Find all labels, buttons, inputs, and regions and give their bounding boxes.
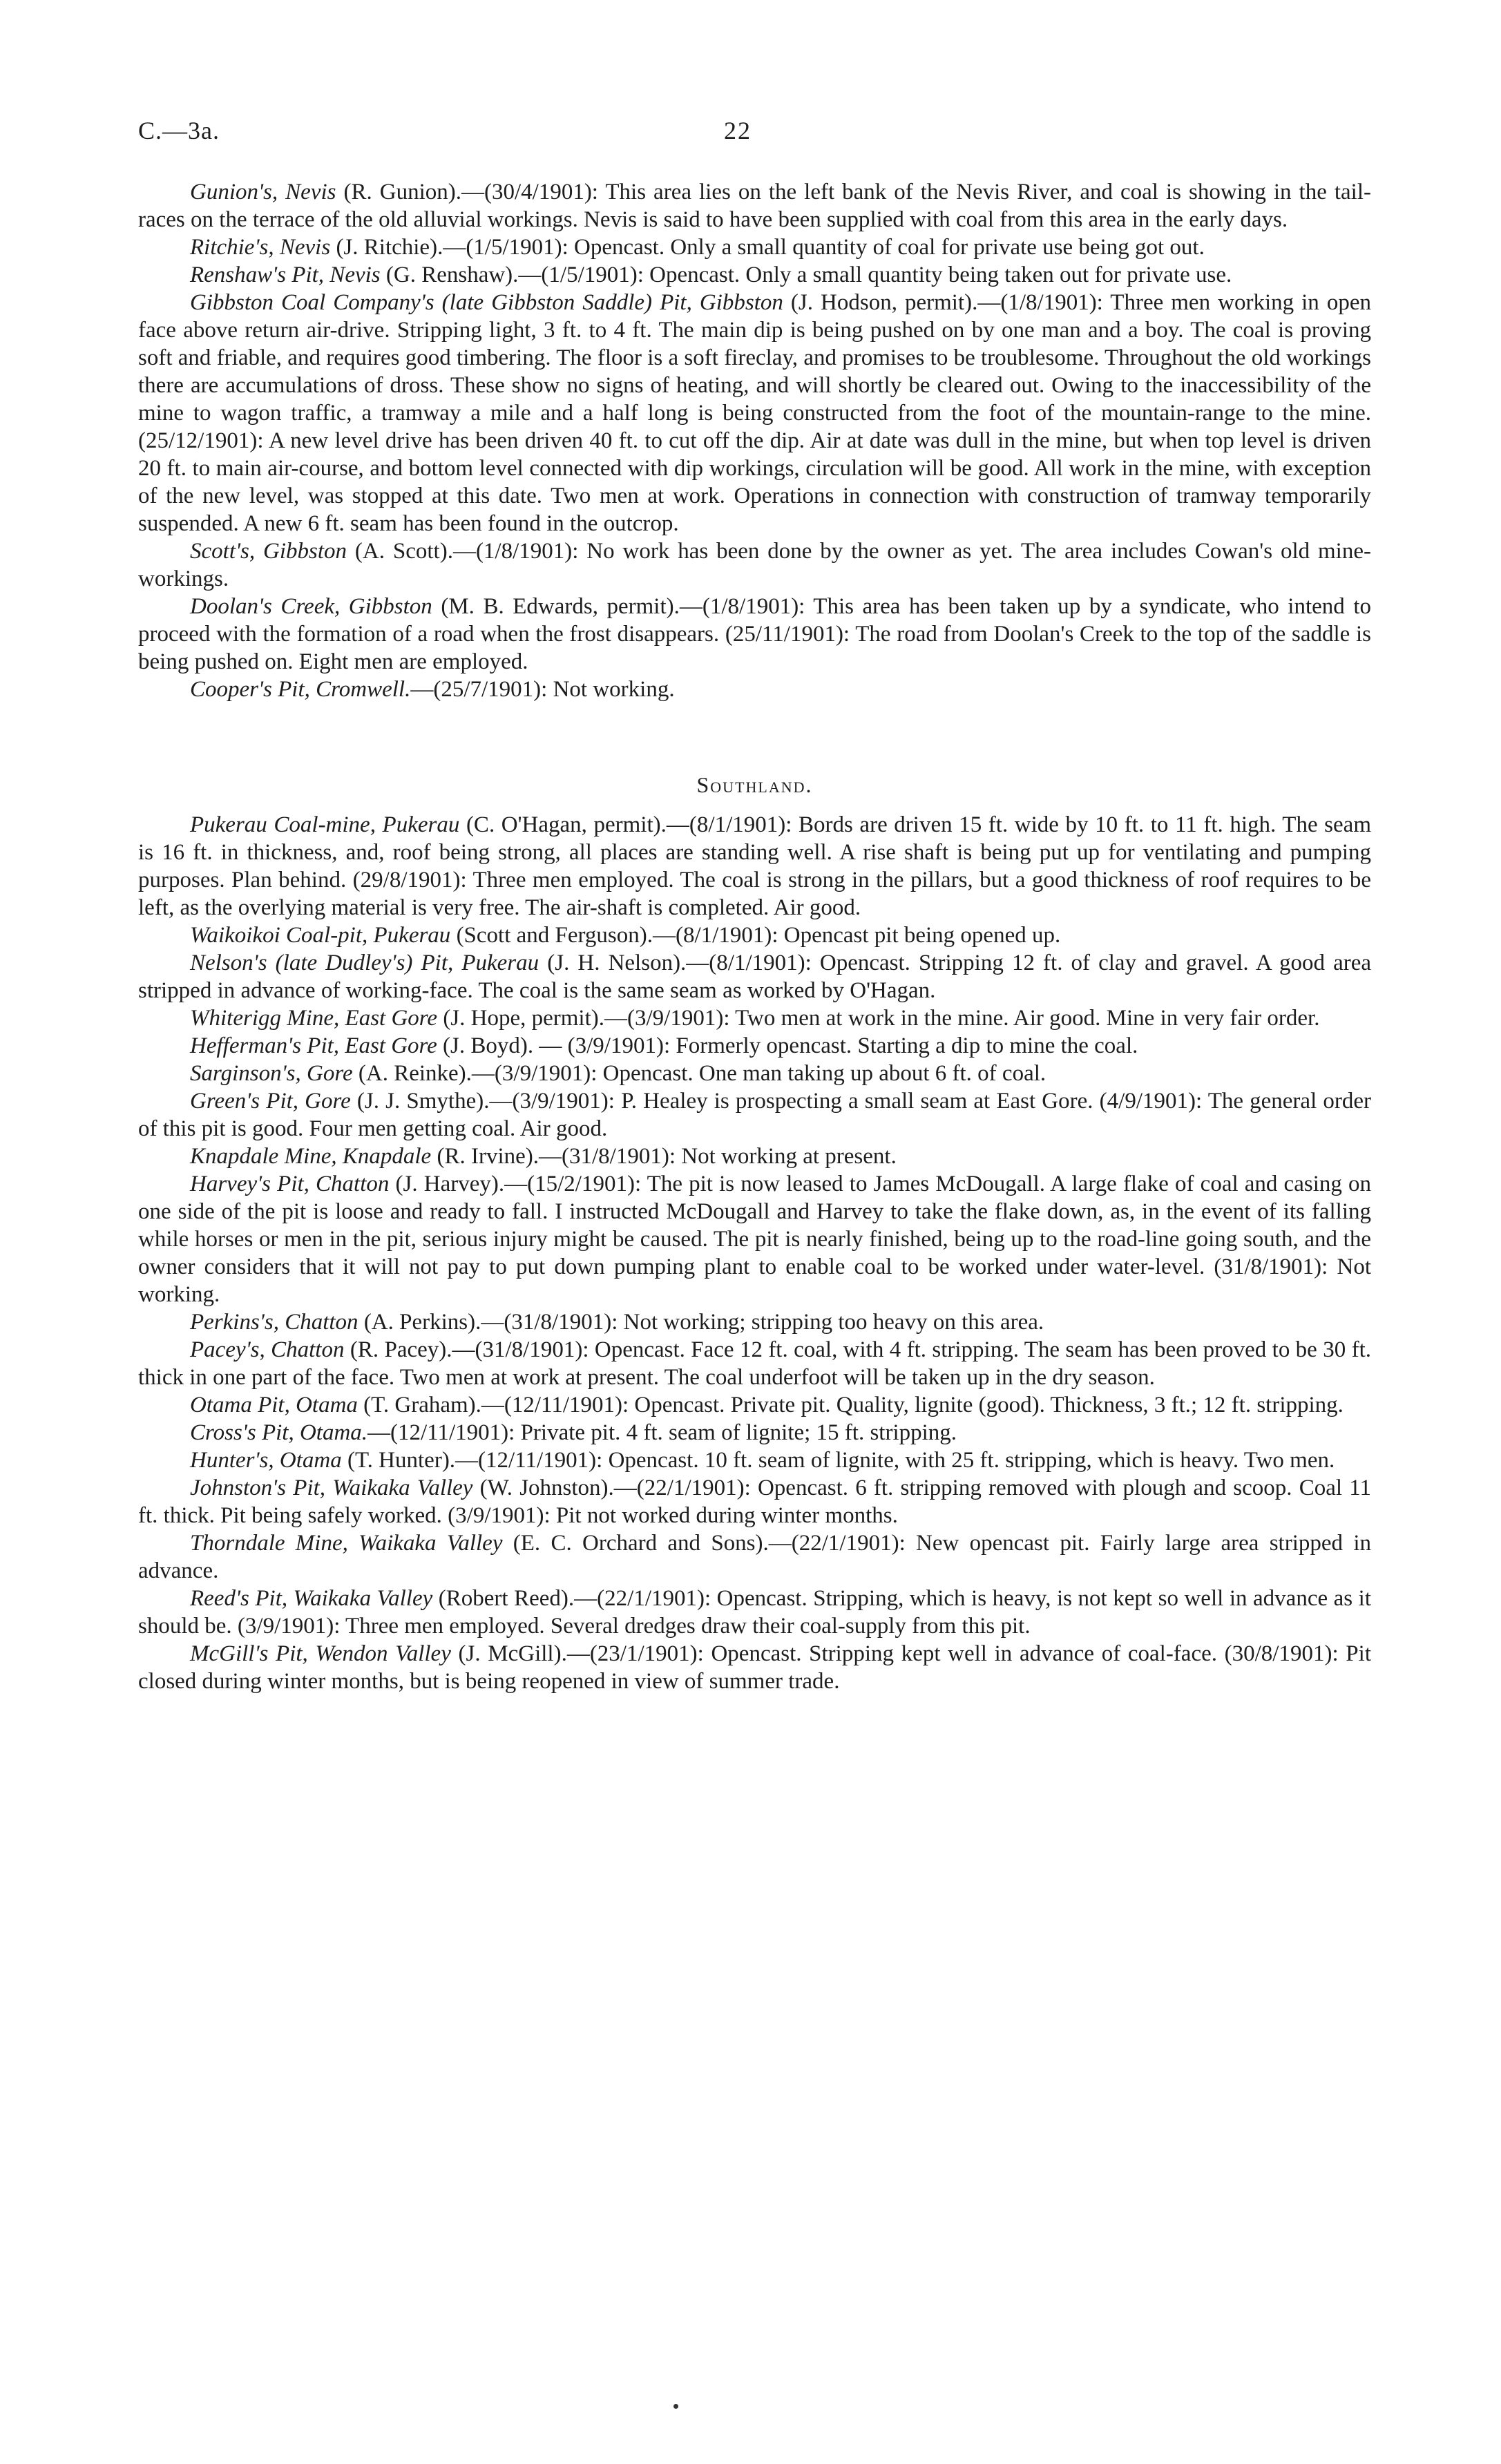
mine-name: Hefferman's Pit, East Gore [190, 1033, 437, 1058]
mine-entry [138, 811, 1371, 921]
entry-text: (A. Reinke).—(3/9/1901): Opencast. One man taking up about 6 ft. of coal. [352, 1061, 1046, 1086]
mine-entry [138, 1640, 1371, 1695]
entry-text: —(25/7/1901): Not working. [410, 677, 675, 702]
mine-entry [138, 1087, 1371, 1143]
printer-mark [673, 2404, 678, 2409]
entry-text: (J. Harvey).—(15/2/1901): The pit is now leased to James McDougall. A large flake of coal and casing on one side of the pit is loose and ready to fall. I instructed McDougall and Harvey to take the flake down, as, in the event of its falling while horses or men in the pit, serious injury might be caused. The pit is nearly finished, being up to the road-line going south, and the owner considers that it will not pay to put down pumping plant to enable coal to be worked under water-level. (31/8/1901): Not working. [138, 1172, 1372, 1307]
entry-text: (J. Hodson, permit).—(1/8/1901): Three men working in open face above return air-drive. Stripping light, 3 ft. to 4 ft. The main dip is being pushed on by one man and a boy. The coal is proving soft and friable, and requires good timbering. The floor is a soft fireclay, and promises to be troublesome. Throughout the old workings there are accumulations of dross. These show no signs of heating, and will shortly be cleared out. Owing to the inaccessibility of the mine to wagon traffic, a tramway a mile and a half long is being constructed from the foot of the mountain-range to the mine. (25/12/1901): A new level drive has been driven 40 ft. to cut off the dip. Air at date was dull in the mine, but when top level is driven 20 ft. to main air-course, and bottom level connected with dip workings, circulation will be good. All work in the mine, with exception of the new level, was stopped at this date. Two men at work. Operations in connection with construction of tramway temporarily suspended. A new 6 ft. seam has been found in the outcrop. [138, 290, 1371, 536]
section-heading-southland: Southland. [696, 772, 813, 797]
mine-entry [138, 1004, 1371, 1032]
mine-name: Gunion's, Nevis [190, 180, 336, 204]
report-body [138, 178, 1371, 1695]
mine-name: Perkins's, Chatton [190, 1310, 358, 1335]
mine-entry [138, 1032, 1371, 1060]
mine-entry [138, 921, 1371, 949]
mine-name: Harvey's Pit, Chatton [190, 1172, 390, 1196]
mine-name: Cooper's Pit, Cromwell. [190, 677, 411, 702]
mine-entry [138, 1391, 1371, 1419]
mine-entry [138, 1446, 1371, 1474]
mine-name: Nelson's (late Dudley's) Pit, Pukerau [190, 951, 539, 975]
mine-entry [138, 1308, 1371, 1336]
mine-name: Otama Pit, Otama [190, 1393, 358, 1417]
entry-text: (G. Renshaw).—(1/5/1901): Opencast. Only a small quantity being taken out for private use. [380, 262, 1232, 287]
entry-text: (R. Gunion).—(30/4/1901): This area lies on the left bank of the Nevis River, and coal is showing in the tail-races on the terrace of the old alluvial workings. Nevis is said to have been supplied with coal from this area in the early days. [138, 180, 1371, 232]
mine-name: Sarginson's, Gore [190, 1061, 353, 1086]
mine-entry [138, 1336, 1371, 1391]
mine-name: Scott's, Gibbston [190, 539, 347, 564]
mine-name: Pacey's, Chatton [190, 1337, 345, 1362]
entry-text: (J. Ritchie).—(1/5/1901): Opencast. Only a small quantity of coal for private use being got out. [330, 235, 1205, 260]
mine-name: McGill's Pit, Wendon Valley [190, 1641, 451, 1666]
mine-entry [138, 1529, 1371, 1585]
entry-text: (R. Pacey).—(31/8/1901): Opencast. Face 12 ft. coal, with 4 ft. stripping. The seam has been proved to be 30 ft. thick in one part of the face. Two men at work at present. The coal underfoot will be taken up in the dry season. [138, 1337, 1371, 1390]
mine-entry [138, 1143, 1371, 1170]
entry-text: (J. McGill).—(23/1/1901): Opencast. Stripping kept well in advance of coal-face. (30/8/1901): Pit closed during winter months, but is being reopened in view of summer trade. [138, 1641, 1371, 1694]
mine-entry [138, 1170, 1371, 1308]
mine-entry [138, 261, 1371, 289]
mine-entry [138, 178, 1371, 233]
mine-entry [138, 1585, 1371, 1640]
entry-text: (J. Boyd). — (3/9/1901): Formerly opencast. Starting a dip to mine the coal. [437, 1033, 1138, 1058]
southland-entries [138, 811, 1371, 1695]
mine-entry [138, 593, 1371, 676]
mine-name: Thorndale Mine, Waikaka Valley [190, 1531, 503, 1556]
mine-entry [138, 676, 1371, 703]
entry-text: (J. H. Nelson).—(8/1/1901): Opencast. Stripping 12 ft. of clay and gravel. A good area stripped in advance of working-face. The coal is the same seam as worked by O'Hagan. [138, 951, 1372, 1003]
mine-entry [138, 233, 1371, 261]
entry-text: (C. O'Hagan, permit).—(8/1/1901): Bords are driven 15 ft. wide by 10 ft. to 11 ft. high. The seam is 16 ft. in thickness, and, roof being strong, all places are standing well. A rise shaft is being put up for ventilating and pumping purposes. Plan behind. (29/8/1901): Three men employed. The coal is strong in the pillars, but a good thickness of roof requires to be left, as the overlying material is very free. The air-shaft is completed. Air good. [138, 812, 1371, 920]
mine-entry [138, 1419, 1371, 1446]
mine-name: Waikoikoi Coal-pit, Pukerau [190, 923, 451, 948]
mine-entry [138, 1474, 1371, 1529]
entry-text: (T. Graham).—(12/11/1901): Opencast. Private pit. Quality, lignite (good). Thickness, 3 ft.; 12 ft. stripping. [357, 1393, 1344, 1417]
entry-text: (T. Hunter).—(12/11/1901): Opencast. 10 ft. seam of lignite, with 25 ft. stripping, which is heavy. Two men. [341, 1448, 1335, 1473]
entry-text: (E. C. Orchard and Sons).—(22/1/1901): New opencast pit. Fairly large area stripped in advance. [138, 1531, 1371, 1583]
mine-name: Johnston's Pit, Waikaka Valley [190, 1475, 473, 1500]
mine-name: Ritchie's, Nevis [190, 235, 331, 260]
entry-text: (R. Irvine).—(31/8/1901): Not working at present. [431, 1144, 897, 1169]
mine-name: Whiterigg Mine, East Gore [190, 1006, 438, 1031]
entry-text: (W. Johnston).—(22/1/1901): Opencast. 6 ft. stripping removed with plough and scoop. Coal 11 ft. thick. Pit being safely worked. (3/9/1901): Pit not worked during winter months. [138, 1475, 1371, 1528]
mine-name: Reed's Pit, Waikaka Valley [190, 1586, 433, 1611]
entry-text: (J. J. Smythe).—(3/9/1901): P. Healey is prospecting a small seam at East Gore. (4/9/1901): The general order of this pit is good. Four men getting coal. Air good. [138, 1089, 1372, 1141]
entry-text: (Scott and Ferguson).—(8/1/1901): Opencast pit being opened up. [450, 923, 1061, 948]
mine-entry [138, 537, 1371, 593]
entry-text: (Robert Reed).—(22/1/1901): Opencast. Stripping, which is heavy, is not kept so well in advance as it should be. (3/9/1901): Three men employed. Several dredges draw their coal-supply from this pit. [138, 1586, 1371, 1639]
mine-name: Renshaw's Pit, Nevis [190, 262, 381, 287]
mine-name: Green's Pit, Gore [190, 1089, 351, 1114]
page-header [138, 116, 1371, 151]
mine-entry [138, 949, 1371, 1004]
mine-name: Gibbston Coal Company's (late Gibbston Saddle) Pit, Gibbston [190, 290, 783, 315]
mine-name: Pukerau Coal-mine, Pukerau [190, 812, 460, 837]
entry-text: —(12/11/1901): Private pit. 4 ft. seam of lignite; 15 ft. stripping. [367, 1420, 957, 1445]
mine-entry [138, 1060, 1371, 1087]
mine-name: Cross's Pit, Otama. [190, 1420, 368, 1445]
entry-text: (A. Perkins).—(31/8/1901): Not working; stripping too heavy on this area. [358, 1310, 1044, 1335]
entry-text: (J. Hope, permit).—(3/9/1901): Two men at work in the mine. Air good. Mine in very fair order. [437, 1006, 1320, 1031]
entry-text: (M. B. Edwards, permit).—(1/8/1901): This area has been taken up by a syndicate, who intend to proceed with the formation of a road when the frost disappears. (25/11/1901): The road from Doolan's Creek to the top of the saddle is being pushed on. Eight men are employed. [138, 594, 1371, 674]
mine-entry [138, 289, 1371, 537]
otago-entries [138, 178, 1371, 703]
mine-name: Knapdale Mine, Knapdale [190, 1144, 432, 1169]
mine-name: Doolan's Creek, Gibbston [190, 594, 432, 619]
document-code: C.—3a. [138, 117, 220, 144]
mine-name: Hunter's, Otama [190, 1448, 342, 1473]
page-number: 22 [724, 117, 752, 144]
entry-text: (A. Scott).—(1/8/1901): No work has been done by the owner as yet. The area includes Cowan's old mine-workings. [138, 539, 1371, 591]
